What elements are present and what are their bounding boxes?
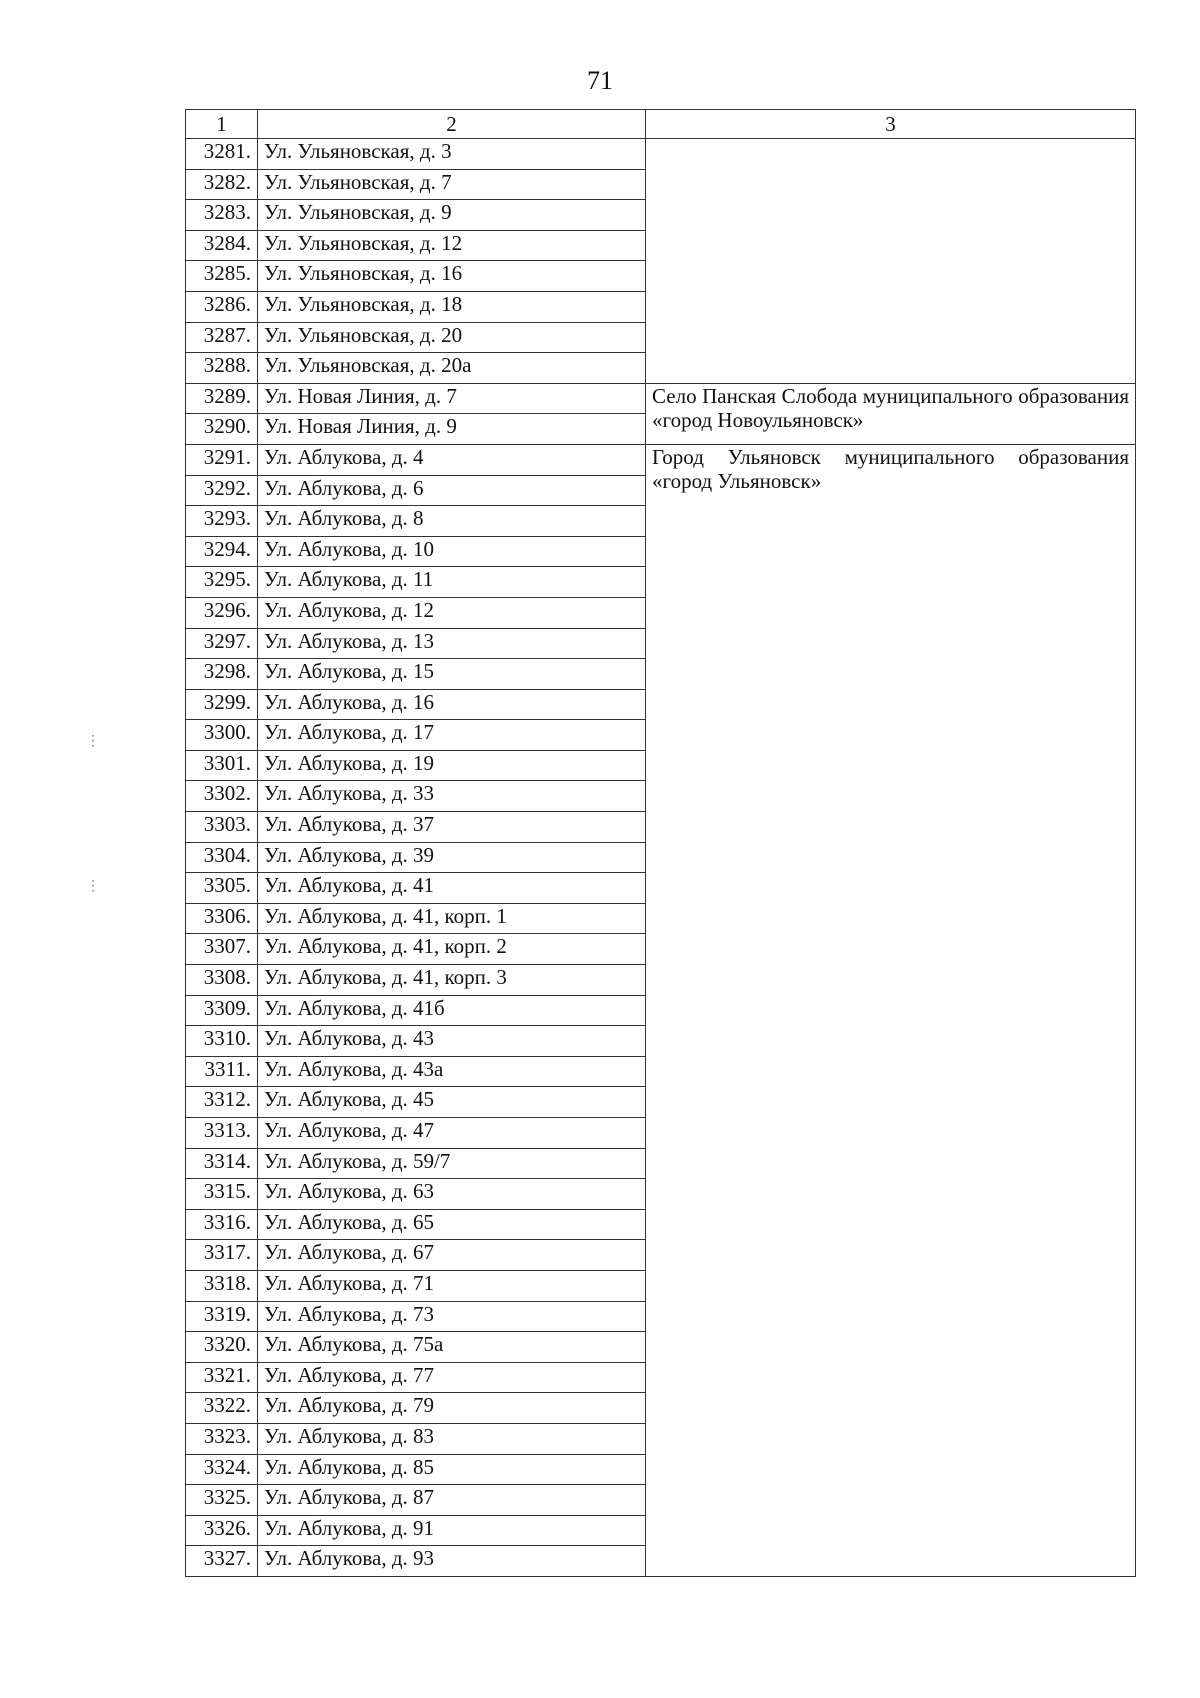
row-address: Ул. Аблукова, д. 75а [258,1332,646,1363]
row-number: 3327. [186,1546,258,1577]
row-number: 3322. [186,1393,258,1424]
table-row [186,383,1136,414]
row-number: 3298. [186,659,258,690]
row-number: 3323. [186,1423,258,1454]
row-number: 3282. [186,169,258,200]
row-address: Ул. Аблукова, д. 41б [258,995,646,1026]
header-row [186,110,1136,139]
row-number: 3288. [186,353,258,384]
row-address: Ул. Ульяновская, д. 7 [258,169,646,200]
row-address: Ул. Ульяновская, д. 9 [258,200,646,231]
row-address: Ул. Аблукова, д. 19 [258,750,646,781]
row-address: Ул. Аблукова, д. 71 [258,1270,646,1301]
row-address: Ул. Аблукова, д. 87 [258,1485,646,1516]
row-address: Ул. Ульяновская, д. 16 [258,261,646,292]
row-number: 3318. [186,1270,258,1301]
row-number: 3325. [186,1485,258,1516]
page-number: 71 [587,66,613,95]
row-number: 3289. [186,383,258,414]
row-number: 3296. [186,597,258,628]
row-number: 3294. [186,536,258,567]
register-table [185,109,1136,1577]
row-number: 3297. [186,628,258,659]
row-number: 3324. [186,1454,258,1485]
row-address: Ул. Аблукова, д. 63 [258,1179,646,1210]
municipality-cell [646,139,1136,384]
row-number: 3301. [186,750,258,781]
row-address: Ул. Аблукова, д. 8 [258,506,646,537]
row-address: Ул. Ульяновская, д. 12 [258,230,646,261]
scan-margin-mark: ⋮ [86,879,100,894]
row-number: 3283. [186,200,258,231]
row-number: 3300. [186,720,258,751]
table-row [186,139,1136,170]
row-number: 3290. [186,414,258,445]
row-number: 3281. [186,139,258,170]
table-row [186,444,1136,475]
row-number: 3315. [186,1179,258,1210]
row-address: Ул. Ульяновская, д. 20 [258,322,646,353]
row-address: Ул. Аблукова, д. 41, корп. 1 [258,903,646,934]
row-address: Ул. Аблукова, д. 67 [258,1240,646,1271]
row-number: 3305. [186,873,258,904]
row-number: 3326. [186,1515,258,1546]
row-address: Ул. Аблукова, д. 73 [258,1301,646,1332]
row-number: 3284. [186,230,258,261]
row-address: Ул. Аблукова, д. 15 [258,659,646,690]
row-address: Ул. Новая Линия, д. 7 [258,383,646,414]
row-number: 3302. [186,781,258,812]
row-number: 3319. [186,1301,258,1332]
row-address: Ул. Аблукова, д. 41, корп. 2 [258,934,646,965]
table-body [186,139,1136,1577]
row-address: Ул. Новая Линия, д. 9 [258,414,646,445]
row-number: 3316. [186,1209,258,1240]
row-number: 3313. [186,1118,258,1149]
municipality-cell: Город Ульяновск муниципального образования «город Ульяновск» [646,444,1136,1576]
row-number: 3314. [186,1148,258,1179]
row-address: Ул. Аблукова, д. 45 [258,1087,646,1118]
row-number: 3291. [186,444,258,475]
row-address: Ул. Ульяновская, д. 3 [258,139,646,170]
row-address: Ул. Аблукова, д. 16 [258,689,646,720]
row-address: Ул. Аблукова, д. 33 [258,781,646,812]
row-address: Ул. Аблукова, д. 47 [258,1118,646,1149]
row-address: Ул. Аблукова, д. 85 [258,1454,646,1485]
row-address: Ул. Аблукова, д. 65 [258,1209,646,1240]
row-number: 3303. [186,812,258,843]
row-address: Ул. Ульяновская, д. 18 [258,291,646,322]
row-number: 3317. [186,1240,258,1271]
row-number: 3320. [186,1332,258,1363]
row-number: 3286. [186,291,258,322]
row-number: 3287. [186,322,258,353]
row-number: 3321. [186,1362,258,1393]
row-number: 3306. [186,903,258,934]
header-col-1: 1 [186,110,258,139]
header-col-2: 2 [258,110,646,139]
row-number: 3292. [186,475,258,506]
scan-margin-mark: ⋮ [86,734,100,749]
row-address: Ул. Аблукова, д. 37 [258,812,646,843]
row-address: Ул. Аблукова, д. 41, корп. 3 [258,965,646,996]
row-address: Ул. Аблукова, д. 43 [258,1026,646,1057]
row-number: 3307. [186,934,258,965]
row-number: 3295. [186,567,258,598]
row-address: Ул. Ульяновская, д. 20а [258,353,646,384]
row-address: Ул. Аблукова, д. 83 [258,1423,646,1454]
row-address: Ул. Аблукова, д. 11 [258,567,646,598]
row-number: 3310. [186,1026,258,1057]
row-number: 3293. [186,506,258,537]
row-address: Ул. Аблукова, д. 93 [258,1546,646,1577]
row-number: 3308. [186,965,258,996]
row-number: 3311. [186,1056,258,1087]
row-address: Ул. Аблукова, д. 91 [258,1515,646,1546]
header-col-3: 3 [646,110,1136,139]
row-address: Ул. Аблукова, д. 59/7 [258,1148,646,1179]
row-number: 3285. [186,261,258,292]
row-number: 3309. [186,995,258,1026]
row-address: Ул. Аблукова, д. 4 [258,444,646,475]
row-address: Ул. Аблукова, д. 10 [258,536,646,567]
row-number: 3312. [186,1087,258,1118]
row-address: Ул. Аблукова, д. 6 [258,475,646,506]
row-address: Ул. Аблукова, д. 13 [258,628,646,659]
row-address: Ул. Аблукова, д. 43а [258,1056,646,1087]
municipality-cell: Село Панская Слобода муниципального образования «город Новоульяновск» [646,383,1136,444]
row-number: 3299. [186,689,258,720]
row-address: Ул. Аблукова, д. 77 [258,1362,646,1393]
row-address: Ул. Аблукова, д. 79 [258,1393,646,1424]
row-number: 3304. [186,842,258,873]
row-address: Ул. Аблукова, д. 12 [258,597,646,628]
row-address: Ул. Аблукова, д. 39 [258,842,646,873]
row-address: Ул. Аблукова, д. 17 [258,720,646,751]
row-address: Ул. Аблукова, д. 41 [258,873,646,904]
